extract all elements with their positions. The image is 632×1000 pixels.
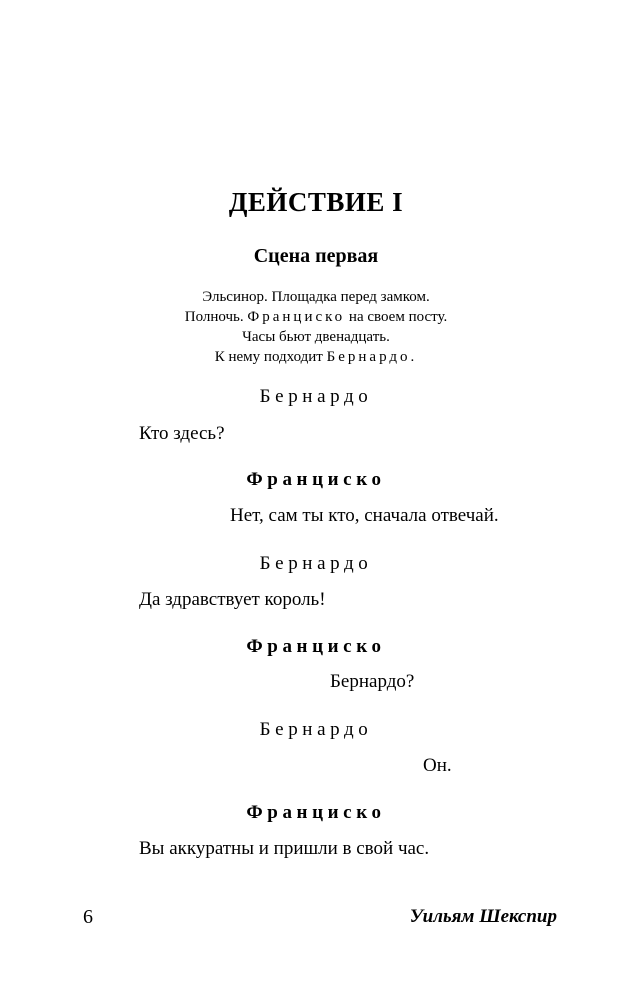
dialogue-line: Он. <box>423 755 452 776</box>
stage-line-2-end: на своем посту. <box>348 309 448 325</box>
scene-title: Сцена первая <box>253 245 379 267</box>
speaker-name: Бернардо <box>259 553 373 574</box>
speaker-name: Бернардо <box>259 386 373 407</box>
stage-line-2 <box>0 307 632 327</box>
stage-line-4-start: К нему подходит <box>214 349 323 365</box>
dialogue-line: Нет, сам ты кто, сначала отвечай. <box>230 505 499 526</box>
stage-line-1: Эльсинор. Площадка перед замком. <box>202 289 430 305</box>
act-title: ДЕЙСТВИЕ I <box>228 187 404 217</box>
speaker-name: Франциско <box>246 802 386 823</box>
page-number: 6 <box>83 906 93 928</box>
stage-character-name: Бернардо. <box>326 349 418 365</box>
stage-character-name: Франциско <box>247 309 346 325</box>
dialogue-line: Кто здесь? <box>139 423 225 444</box>
dialogue-line: Вы аккуратны и пришли в свой час. <box>139 838 430 859</box>
stage-line-2-start: Полночь. <box>184 309 244 325</box>
dialogue-line: Бернардо? <box>330 671 415 692</box>
stage-line-3: Часы бьют двенадцать. <box>242 329 390 345</box>
speaker-name: Бернардо <box>259 719 373 740</box>
dialogue-line: Да здравствует король! <box>139 589 326 610</box>
speaker-name: Франциско <box>246 636 386 657</box>
running-footer-author: Уильям Шекспир <box>409 906 557 927</box>
stage-line-4 <box>0 347 632 367</box>
speaker-name: Франциско <box>246 469 386 490</box>
stage-direction <box>0 287 632 367</box>
